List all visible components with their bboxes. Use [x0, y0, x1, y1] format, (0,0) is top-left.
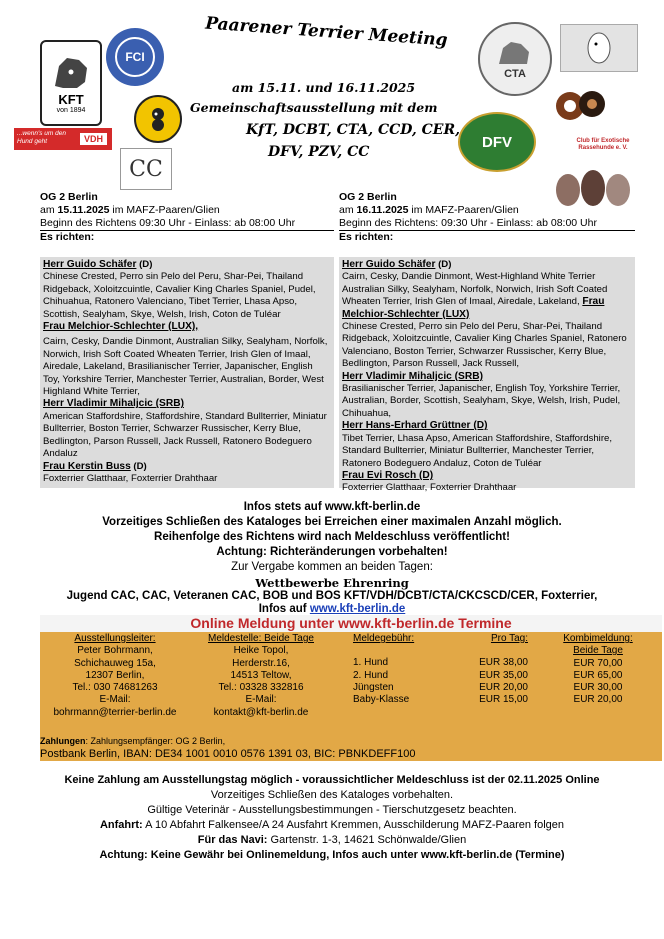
fee-title: Meldegebühr: — [353, 633, 415, 644]
day1-judge-breeds: Chinese Crested, Perro sin Pelo del Peru, Shar-Pei, Thailand Ridgeback, Xoloitzcuintle, Cavalier King Charles Spaniel, Pudel, Chihuahua, Ratonero Valenciano, Tibet Terrier, Lhasa Apso, Scottish, Sealyham, Skye, Welsh, Irish, Coton de Tuléar — [43, 271, 316, 320]
fee-item: Jüngsten — [353, 681, 394, 693]
day2-og: OG 2 Berlin — [339, 191, 397, 203]
cta-logo — [478, 22, 552, 96]
cavalier-dogs-image — [548, 80, 612, 132]
protag-title: Pro Tag: — [490, 633, 528, 644]
day1-date-line: am 15.11.2025 im MAFZ-Paaren/Glien — [40, 204, 220, 216]
cavalier-dogs-icon — [548, 80, 612, 132]
footer-directions: Anfahrt: A 10 Abfahrt Falkensee/A 24 Ausfahrt Kremmen, Ausschilderung MAFZ-Paaren folgen — [99, 819, 565, 831]
footer-disclaimer: Achtung: Keine Gewähr bei Onlinemeldung, Infos auch unter www.kft-berlin.de (Termine) — [99, 849, 565, 861]
cc-logo — [120, 148, 172, 190]
info-awards-intro: Zur Vergabe kommen an beiden Tagen: — [231, 561, 433, 573]
cc-logo-text: CC — [129, 156, 163, 182]
kombi-price: EUR 70,00 — [573, 657, 623, 669]
vdh-slogan: ...wenn's um den Hund geht — [17, 130, 66, 145]
day2-judge: Herr Guido Schäfer (D) — [342, 259, 452, 270]
event-clubs-line2: DFV, PZV, CC — [268, 144, 370, 160]
protag-col — [460, 633, 528, 706]
terrier-head-icon — [49, 52, 93, 92]
meldestelle-line: 14513 Teltow, — [230, 669, 292, 681]
fci-logo-text: FCI — [115, 37, 155, 77]
kombi-price: EUR 20,00 — [573, 694, 623, 706]
kombi-title: Kombimeldung: — [563, 633, 633, 644]
fee-item: 1. Hund — [353, 657, 389, 669]
kombi-price: EUR 30,00 — [573, 682, 623, 694]
day1-judge-breeds: Cairn, Cesky, Dandie Dinmont, Australian Silky, Sealyham, Norfolk, Norwich, Irish Soft Coated Wheaten Terrier, Irish Glen of Imaal, Airedale, Lakeland, Brasilianischer Terrier, Japanischer, English Toy, Yorkshire Terrier, Manchester Terrier, Australian, Border, West Highland White Terrier, — [43, 336, 328, 398]
meldestelle-phone: Tel.: 03328 332816 — [218, 682, 304, 694]
day2-header — [339, 191, 635, 244]
info-more: Infos auf www.kft-berlin.de — [258, 603, 406, 615]
info-titles: Jugend CAC, CAC, Veteranen CAC, BOB und BOS KFT/VDH/DCBT/CTA/CKCSCD/CER, Foxterrier, — [66, 590, 598, 602]
day2-judges-label: Es richten: — [339, 231, 394, 243]
day2-begin: Beginn des Richtens: 09:30 Uhr - Einlass: ab 08:00 Uhr — [339, 217, 635, 231]
dcbt-logo — [560, 24, 638, 72]
cer-logo — [566, 135, 640, 155]
day1-judge-breeds: Foxterrier Glatthaar, Foxterrier Drahthaar — [43, 472, 218, 484]
leiter-line: Peter Bohrmann, — [77, 645, 153, 657]
payment-line: Zahlungen: Zahlungsempfänger: OG 2 Berlin, — [40, 736, 226, 746]
day2-judge: Frau Evi Rosch (D) — [342, 469, 434, 481]
leiter-col — [40, 633, 190, 719]
event-clubs-line1: KfT, DCBT, CTA, CCD, CER, — [246, 122, 460, 138]
fci-logo — [106, 28, 164, 86]
info-catalog: Vorzeitiges Schließen des Kataloges bei Erreichen einer maximalen Anzahl möglich. — [102, 516, 562, 528]
bank-details: Postbank Berlin, IBAN: DE34 1001 0010 0576 1391 03, BIC: PBNKDEFF100 — [40, 748, 416, 760]
cta-logo-text: CTA — [504, 68, 526, 80]
kft-logo — [40, 40, 102, 126]
leiter-line: E-Mail: — [99, 694, 131, 706]
day1-begin: Beginn des Richtens 09:30 Uhr - Einlass: ab 08:00 Uhr — [40, 217, 334, 231]
day2-judge-breeds: Tibet Terrier, Lhasa Apso, American Staffordshire, Staffordshire, Standard Bullterrier, Miniatur Bullterrier, Manchester Terrier, Ratonero Bodeguero Andaluz, Coton de Tuléar — [342, 432, 613, 469]
info-competitions: Wettbewerbe Ehrenring — [255, 576, 409, 590]
meldestelle-col — [196, 633, 326, 719]
vdh-logo-text: VDH — [79, 132, 108, 146]
day2-judge-breeds: Brasilianischer Terrier, Japanischer, English Toy, Yorkshire Terrier, Australian, Border, Scottish, Sealyham, Skye, Welsh, Irish, Pudel, Chihuahua, — [342, 383, 621, 419]
poodle-icon — [144, 105, 172, 133]
day2-judges-list — [342, 259, 632, 495]
online-registration[interactable]: Online Meldung unter www.kft-berlin.de Termine — [40, 615, 662, 632]
cer-logo-text: Club für Exotische Rassehunde e. V. — [576, 138, 630, 151]
dfv-logo — [458, 112, 536, 172]
meldestelle-line: E-Mail: — [245, 694, 277, 706]
kombi-price: EUR 65,00 — [573, 669, 623, 681]
leiter-phone: Tel.: 030 74681263 — [72, 682, 158, 694]
day2-judge: Herr Hans-Erhard Grüttner (D) — [342, 420, 488, 432]
meldestelle-line: Herderstr.16, — [232, 657, 290, 669]
leiter-email[interactable]: bohrmann@terrier-berlin.de — [53, 706, 177, 718]
meldestelle-title: Meldestelle: Beide Tage — [208, 633, 314, 644]
pzv-logo — [134, 95, 182, 143]
fee-col — [353, 633, 463, 706]
day1-og: OG 2 Berlin — [40, 191, 98, 203]
event-subtitle: Gemeinschaftsausstellung mit dem — [190, 100, 438, 115]
leiter-line: Schichauweg 15a, — [74, 657, 156, 669]
day1-judges-label: Es richten: — [40, 231, 95, 243]
vdh-logo — [14, 128, 112, 150]
meldestelle-email[interactable]: kontakt@kft-berlin.de — [213, 706, 309, 718]
day2-judge: Herr Vladimir Mihaljcic (SRB) — [342, 370, 483, 382]
kombi-subtitle: Beide Tage — [573, 645, 623, 657]
day1-judges-list — [43, 259, 331, 485]
footer-navi: Für das Navi: Gartenstr. 1-3, 14621 Schönwalde/Glien — [197, 834, 467, 846]
day1-judge: Frau Melchior-Schlechter (LUX), — [43, 321, 199, 333]
day1-judge: Herr Vladimir Mihaljcic (SRB) — [43, 398, 184, 410]
day2-judge-breeds: Foxterrier Glatthaar, Foxterrier Drahthaar — [342, 482, 517, 494]
day1-judge-breeds: American Staffordshire, Staffordshire, Standard Bullterrier, Miniatur Bullterrier, Boston Terrier, Schwarzer Russischer, Kerry Blue, Bedlington, Parson Russell, Jack Russell, Ratonero Bodeguero Andaluz — [43, 410, 327, 460]
bullterrier-icon — [584, 31, 614, 65]
event-title: Paarener Terrier Meeting — [204, 13, 449, 51]
info-web: Infos stets auf www.kft-berlin.de — [243, 501, 421, 513]
dog-silhouette-icon — [495, 38, 535, 68]
day1-judge: Frau Kerstin Buss (D) — [43, 460, 147, 472]
fee-item: Baby-Klasse — [353, 694, 410, 706]
info-judge-change: Achtung: Richteränderungen vorbehalten! — [216, 546, 448, 558]
day2-judge-breeds: Cairn, Cesky, Dandie Dinmont, West-Highland White Terrier Australian Silky, Sealyham, Norfolk, Norwich, Irish Soft Coated Wheaten Terrier, Irish Glen of Imaal, Airedale, Lakeland, Frau Melchior-Schlechter (LUX) — [342, 271, 608, 320]
kft-logo-text: KFT — [58, 92, 84, 107]
day1-judge: Herr Guido Schäfer (D) — [43, 259, 153, 270]
footer-catalog: Vorzeitiges Schließen des Kataloges vorbehalten. — [210, 789, 454, 801]
kft-logo-sub: von 1894 — [56, 107, 86, 114]
dfv-logo-text: DFV — [482, 133, 512, 151]
info-order: Reihenfolge des Richtens wird nach Meldeschluss veröffentlicht! — [154, 531, 510, 543]
leiter-title: Ausstellungsleiter: — [74, 633, 156, 644]
protag-price: EUR 38,00 — [479, 657, 528, 669]
day2-date-line: am 16.11.2025 im MAFZ-Paaren/Glien — [339, 204, 519, 216]
event-dates: am 15.11. und 16.11.2025 — [232, 80, 416, 95]
day2-judge-breeds: Chinese Crested, Perro sin Pelo del Peru, Shar-Pei, Thailand Ridgeback, Xoloitzcuintle, Cavalier King Charles Spaniel, Ratonero Valenciano, Boston Terrier, Schwarzer Russischer, Kerry Blue, Bedlington, Parson Russell, Jack Russell, — [342, 321, 627, 370]
protag-price: EUR 15,00 — [479, 694, 528, 706]
footer-payment: Keine Zahlung am Ausstellungstag möglich - voraussichtlicher Meldeschluss ist der 02.11.2025 Online — [64, 774, 600, 786]
meldestelle-line: Heike Topol, — [233, 645, 289, 657]
protag-price: EUR 35,00 — [479, 669, 528, 681]
day1-header — [40, 191, 334, 244]
kft-link[interactable]: www.kft-berlin.de — [309, 603, 406, 615]
leiter-line: 12307 Berlin, — [85, 669, 145, 681]
protag-price: EUR 20,00 — [479, 681, 528, 693]
fee-item: 2. Hund — [353, 669, 389, 681]
kombi-col — [552, 633, 644, 707]
footer-rules: Gültige Veterinär - Ausstellungsbestimmungen - Tierschutzgesetz beachten. — [147, 804, 517, 816]
